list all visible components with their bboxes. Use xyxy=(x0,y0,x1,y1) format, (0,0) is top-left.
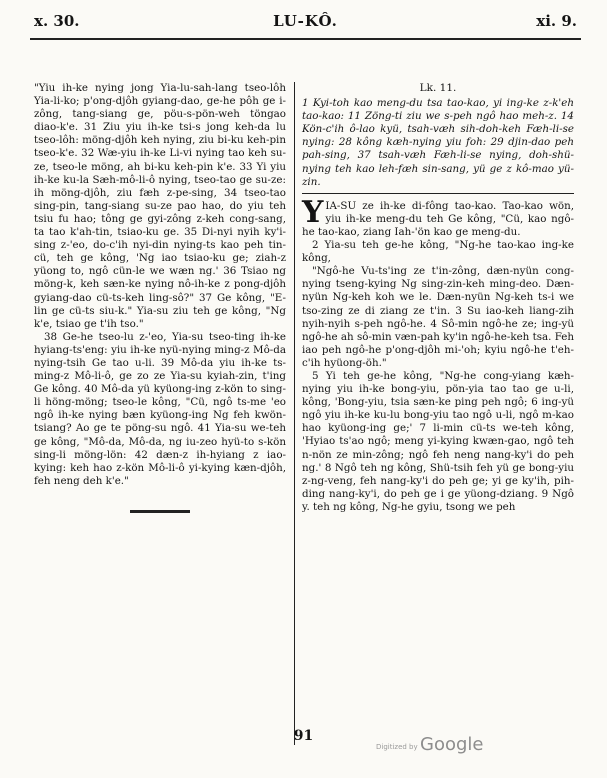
right-column xyxy=(302,82,574,514)
running-header xyxy=(34,12,577,36)
page-number: 91 xyxy=(293,728,314,744)
column-divider xyxy=(294,82,295,745)
chapter-heading: Lk. 11. xyxy=(419,82,457,94)
chapter-opening xyxy=(302,194,574,239)
chapter-summary: 1 Kyi-toh kao meng-du tsa tao-kao, yi ing-ke z-k'eh tao-kao: 11 Zöng-ti ziu we s-peh ngô hao meh-z. 14 Kön-c'ih ô-lao kyü, tsah-væh sih-doh-keh Fæh-li-se nying: 28 kông kæh-nying yiu foh: 29 djin-dao peh pah-sing, 37 tsah-væh Fæh-li-se nying, doh-shü-nying teh kao leh-fæh sin-sang, yü ge z kô-mao yü-zin. xyxy=(302,97,574,194)
left-column xyxy=(34,82,286,513)
header-title: LU-KÔ. xyxy=(273,12,338,30)
right-paragraph: "Ngô-he Vu-ts'ing ze t'in-zông, dæn-nyün cong-nying tseng-kying Ng sing-zin-keh ming-deo. Dæn-nyün Ng-keh koh we le. Dæn-nyün Ng-keh ts-i we tso-zing ze di ziang ze t'in. 3 Su iao-keh liang-zih nyih-nyih s-peh ngô-he. 4 Sô-min ngô-he ze; ing-yü ngô-he ah sô-min væn-pah ky'in ngô-he-keh tsa. Feh iao peh ngô-he p'ong-djôh mi-'oh; kyiu ngô-he t'eh-c'ih hyüong-öh." xyxy=(302,265,574,369)
left-paragraph: 38 Ge-he tseo-lu z-'eo, Yia-su tseo-ting ih-ke hyiang-ts'eng: yiu ih-ke nyü-nying ming-z Mô-da nying-tsih Ge tao u-li. 39 Mô-da yiu ih-ke ts-ming-z Mô-li-ô, ge zo ze Yia-su kyiah-zin, t'ing Ge kông. 40 Mô-da yü kyüong-ing z-kön to sing-li höng-möng; tseo-le kông, "Cü, ngô ts-me 'eo ngô ih-ke nying bæn kyüong-ing Ng feh kwön-tsiang? Ao ge te pöng-su ngô. 41 Yia-su we-teh ge kông, "Mô-da, Mô-da, ng iu-zeo hyü-to s-kön sing-li möng-lön: 42 dæn-z ih-hyiang z iao-kying: keh hao z-kön Mô-li-ô yi-kying kæn-djôh, feh neng deh k'e." xyxy=(34,330,286,487)
header-chapter-right: xi. 9. xyxy=(536,12,577,30)
left-paragraph: "Yiu ih-ke nying jong Yia-lu-sah-lang tseo-lôh Yia-li-ko; p'ong-djôh gyiang-dao, ge-he pôh ge i-zông, tang-siang ge, pöu-s-pön-weh töngao diao-k'e. 31 Ziu yiu ih-ke tsi-s jong keh-da lu tseo-lôh: möng-djôh keh nying, ziu bi-ku keh-pin tseo-k'e. 32 Wæ-yiu ih-ke Li-vi nying tao keh su-ze, tseo-le möng, ah bi-ku keh-pin k'e. 33 Yi yiu ih-ke ku-la Sæh-mô-li-ô nying, tseo-tao ge su-ze: ih möng-djôh, ziu fæh z-pe-sing, 34 tseo-tao sing-pin, tang-siang su-ze pao hao, do yiu teh tsiu fu hao; tông ge gyi-zông z-keh cong-sang, ta tao k'ah-tin, tsiao-ku ge. 35 Di-nyi nyih ky'i-sing z-'eo, do-c'ih nyi-din nying-ts kao peh tin-cü, teh ge kông, 'Ng iao tsiao-ku ge; ziah-z yüong to, ngô cün-le we wæn ng.' 36 Tsiao ng möng-k, keh sæn-ke nying nô-ih-ke z pong-djôh gyiang-dao cü-ts-keh ling-sô?" 37 Ge kông, "E-lin ge cü-ts siu-k." Yia-su ziu teh ge kông, "Ng k'e, tsiao ge t'ih tso." xyxy=(34,82,286,330)
google-logo: Google xyxy=(420,734,484,755)
opening-text: IA-SU ze ih-ke di-fông tao-kao. Tao-kao wön, yiu ih-ke meng-du teh Ge kông, "Cü, kao ngô-he tao-kao, ziang Iah-'ön kao ge meng-du. xyxy=(302,199,574,238)
right-paragraph: 2 Yia-su teh ge-he kông, "Ng-he tao-kao ing-ke kông, xyxy=(302,239,574,265)
header-rule xyxy=(30,38,581,40)
right-paragraph: 5 Yi teh ge-he kông, "Ng-he cong-yiang kæh-nying yiu ih-ke bong-yiu, pön-yia tao tao ge u-li, kông, 'Bong-yiu, tsia sæn-ke ping peh ngô; 6 ing-yü ngô yiu ih-ke ku-lu bong-yiu tao ngô u-li, ngô m-kao hao kyüong-ing ge;' 7 li-min cü-ts we-teh kông, 'Hyiao ts'ao ngô; meng yi-kying kwæn-gao, ngô teh n-nön ze min-zông; ngô feh neng nang-ky'i do peh ng.' 8 Ngô teh ng kông, Shü-tsih feh yü ge bong-yiu z-ng-veng, feh nang-ky'i do peh ge; yi ge ky'ih, pih-ding nang-ky'i, do peh ge i ge yüong-dziang. 9 Ngô y. teh ng kông, Ng-he gyiu, tsong we peh xyxy=(302,369,574,513)
watermark-prefix: Digitized by xyxy=(376,743,418,751)
section-end-rule xyxy=(130,510,190,513)
drop-cap: Y xyxy=(302,194,324,230)
header-chapter-left: x. 30. xyxy=(34,12,80,30)
digitized-watermark xyxy=(372,734,512,758)
